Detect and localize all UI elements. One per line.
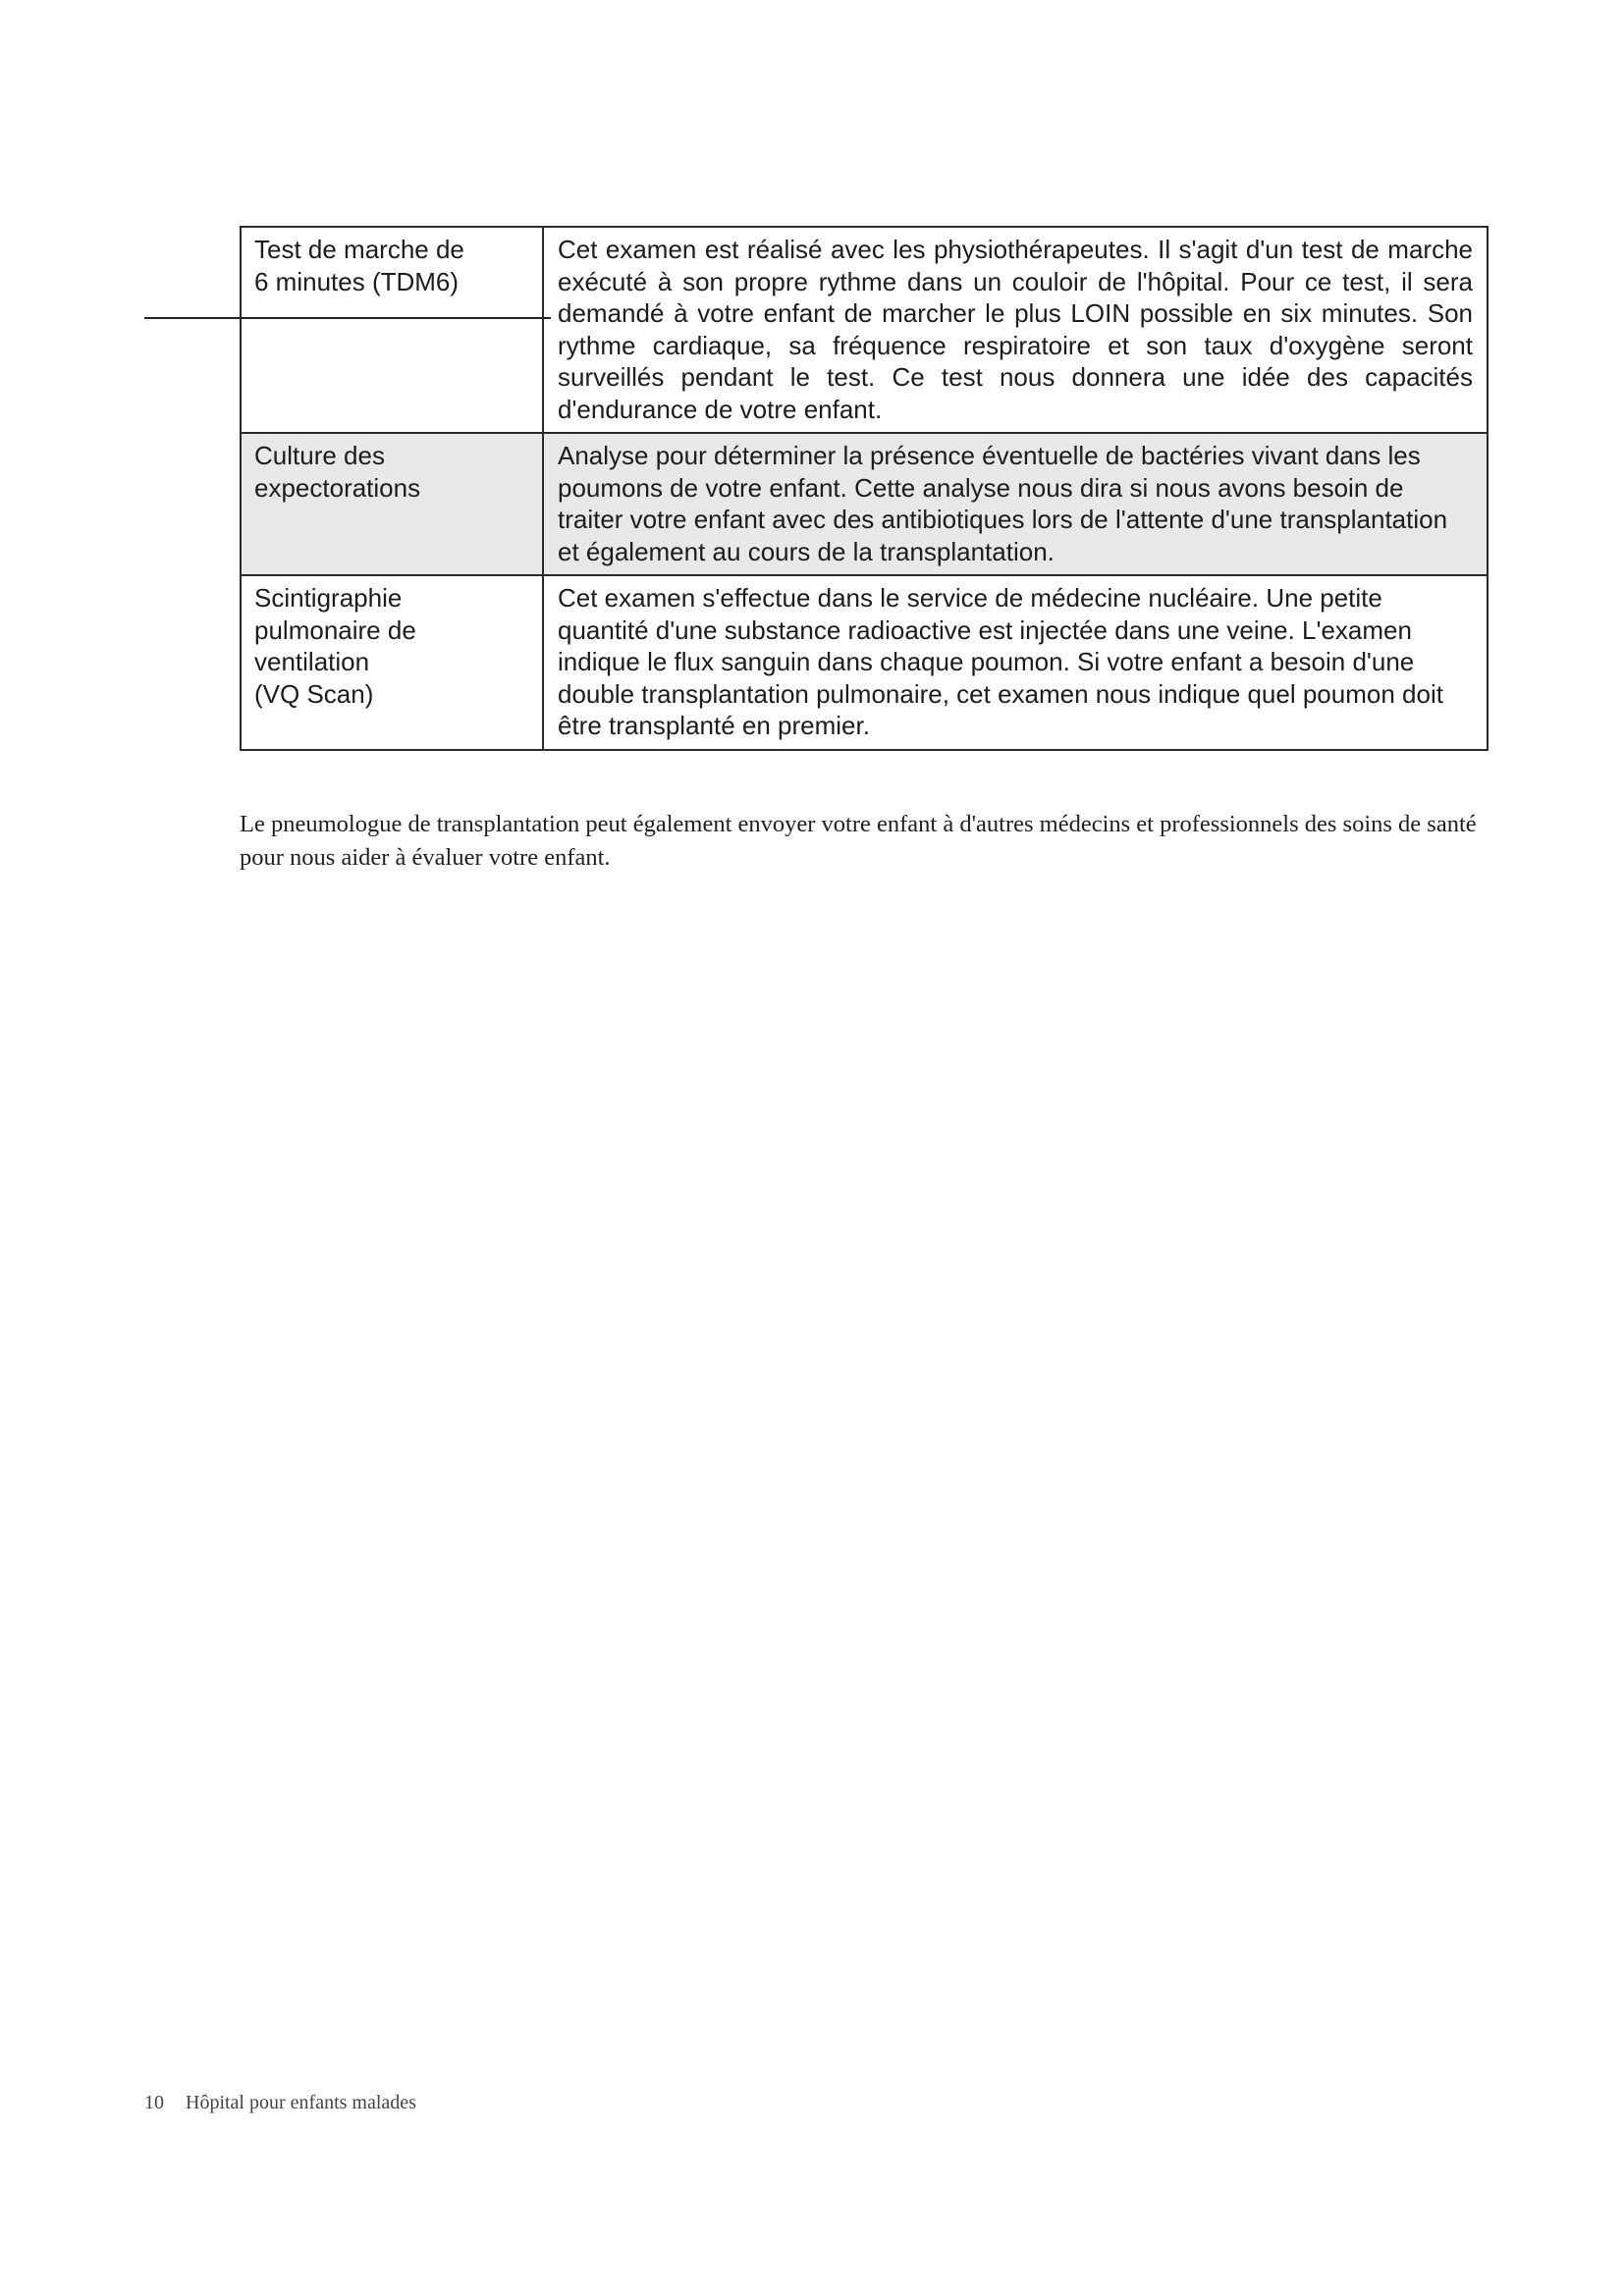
table-row <box>241 227 1488 433</box>
body-paragraph: Le pneumologue de transplantation peut également envoyer votre enfant à d'autres médecins et professionnels des soins de santé pour nous aider à évaluer votre enfant. <box>240 810 1477 871</box>
table-row <box>241 575 1488 750</box>
exam-description-cell: Analyse pour déterminer la présence éventuelle de bactéries vivant dans les poumons de votre enfant. Cette analyse nous dira si nous avons besoin de traiter votre enfant avec des antibiotiques lors de l'attente d'une transplantation et également au cours de la transplantation. <box>543 433 1488 575</box>
exam-table <box>240 226 1489 751</box>
exam-name-line: Culture des <box>254 441 385 470</box>
exam-name-line: ventilation <box>254 647 370 676</box>
exam-name-line: Scintigraphie <box>254 583 403 613</box>
exam-name-cell <box>241 227 543 433</box>
exam-name-line: (VQ Scan) <box>254 678 374 709</box>
exam-name-line: pulmonaire de <box>254 614 416 645</box>
page-footer <box>144 2092 416 2114</box>
exam-description-cell: Cet examen s'effectue dans le service de médecine nucléaire. Une petite quantité d'une substance radioactive est injectée dans une veine. L'examen indique le flux sanguin dans chaque poumon. Si votre enfant a besoin d'une double transplantation pulmonaire, cet examen nous indique quel poumon doit être transplanté en premier. <box>543 575 1488 750</box>
page-number: 10 <box>144 2092 164 2113</box>
publication-name: Hôpital pour enfants malades <box>186 2092 416 2113</box>
table-row <box>241 433 1488 575</box>
exam-name-line: 6 minutes (TDM6) <box>254 266 460 296</box>
exam-name-cell <box>241 433 543 575</box>
exam-description-cell: Cet examen est réalisé avec les physiothérapeutes. Il s'agit d'un test de marche exécuté à son propre rythme dans un couloir de l'hôpital. Pour ce test, il sera demandé à votre enfant de marcher le plus LOIN possible en six minutes. Son rythme cardiaque, sa fréquence respiratoire et son taux d'oxygène seront surveillés pendant le test. Ce test nous donnera une idée des capacités d'endurance de votre enfant. <box>543 227 1488 433</box>
exam-name-cell <box>241 575 543 750</box>
exam-name-line: Test de marche de <box>254 235 464 264</box>
exam-name-line: expectorations <box>254 472 421 503</box>
